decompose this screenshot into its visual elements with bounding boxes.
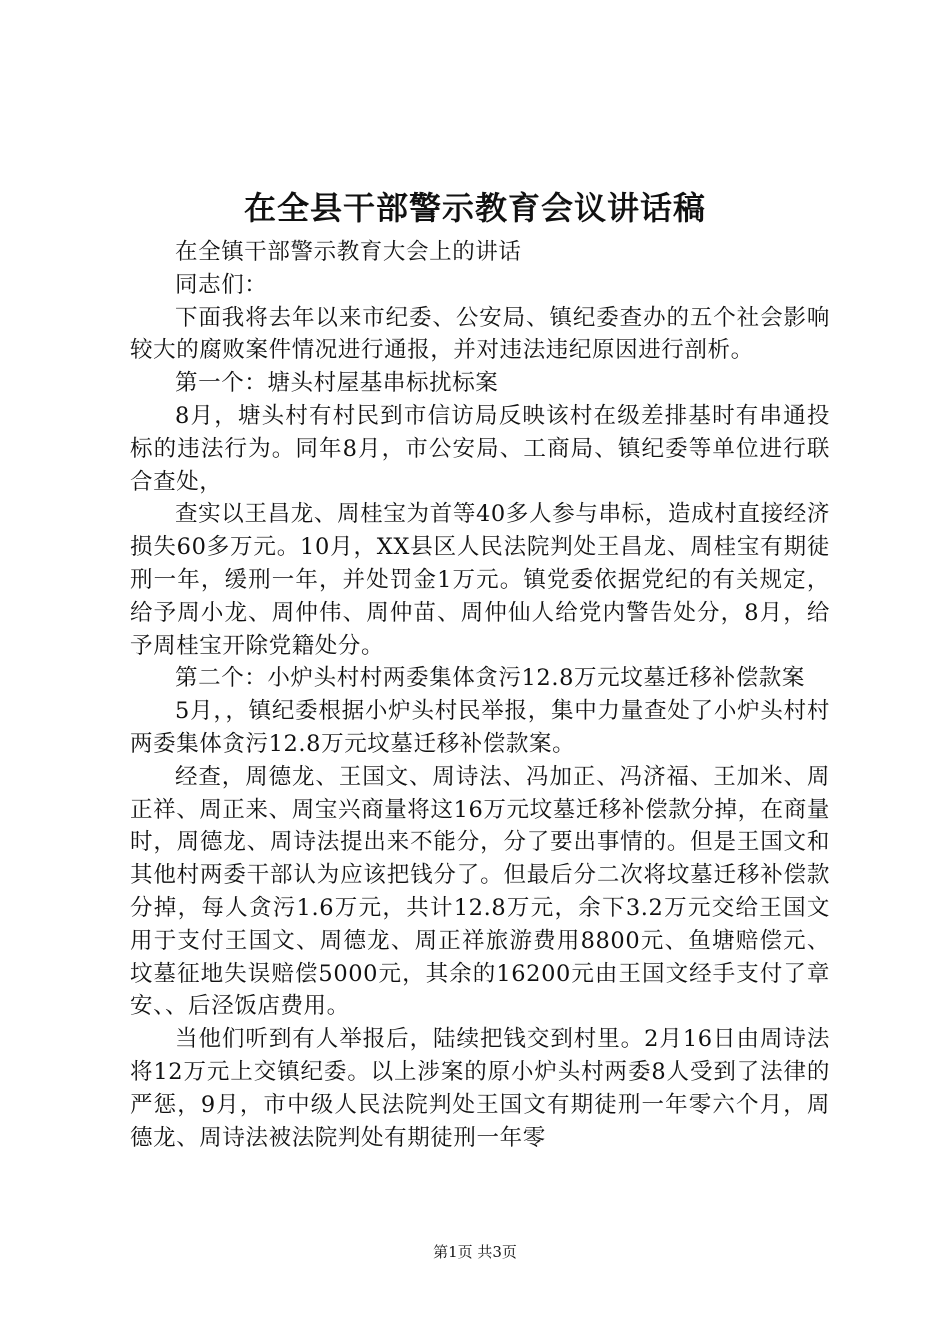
paragraph: 下面我将去年以来市纪委、公安局、镇纪委查办的五个社会影响较大的腐败案件情况进行通报，并对违法违纪原因进行剖析。 [130, 304, 830, 364]
paragraph: 在全镇干部警示教育大会上的讲话 [175, 239, 522, 265]
paragraph: 8月，塘头村有村民到市信访局反映该村在级差排基时有串通投标的违法行为。同年8月，市公安局、工商局、镇纪委等单位进行联合查处， [130, 402, 830, 495]
paragraph: 查实以王昌龙、周桂宝为首等40多人参与串标，造成村直接经济损失60多万元。10月，XX县区人民法院判处王昌龙、周桂宝有期徒刑一年，缓刑一年，并处罚金1万元。镇党委依据党纪的有关规定，给予周小龙、周仲伟、周仲苗、周仲仙人给党内警告处分，8月，给予周桂宝开除党籍处分。 [130, 501, 830, 659]
document-body [130, 236, 830, 1154]
paragraph: 当他们听到有人举报后，陆续把钱交到村里。2月16日由周诗法将12万元上交镇纪委。以上涉案的原小炉头村两委8人受到了法律的严惩，9月，市中级人民法院判处王国文有期徒刑一年零六个月，周德龙、周诗法被法院判处有期徒刑一年零 [130, 1026, 830, 1151]
paragraph: 经查，周德龙、王国文、周诗法、冯加正、冯济福、王加米、周正祥、周正来、周宝兴商量将这16万元坟墓迁移补偿款分掉，在商量时，周德龙、周诗法提出来不能分，分了要出事情的。但是王国文和其他村两委干部认为应该把钱分了。但最后分二次将坟墓迁移补偿款分掉，每人贪污1.6万元，共计12.8万元，余下3.2万元交给王国文用于支付王国文、周德龙、周正祥旅游费用8800元、鱼塘赔偿元、坟墓征地失误赔偿5000元，其余的16200元由王国文经手支付了章安、、后泾饭店费用。 [130, 763, 830, 1020]
paragraph: 同志们： [175, 271, 268, 298]
paragraph: 第一个：塘头村屋基串标扰标案 [175, 370, 499, 397]
paragraph: 第二个：小炉头村村两委集体贪污12.8万元坟墓迁移补偿款案 [175, 665, 805, 692]
page-footer: 第1页 共3页 [433, 1243, 517, 1261]
document-title: 在全县干部警示教育会议讲话稿 [243, 189, 706, 227]
paragraph: 5月，，镇纪委根据小炉头村民举报，集中力量查处了小炉头村村两委集体贪污12.8万元坟墓迁移补偿款案。 [130, 698, 830, 757]
